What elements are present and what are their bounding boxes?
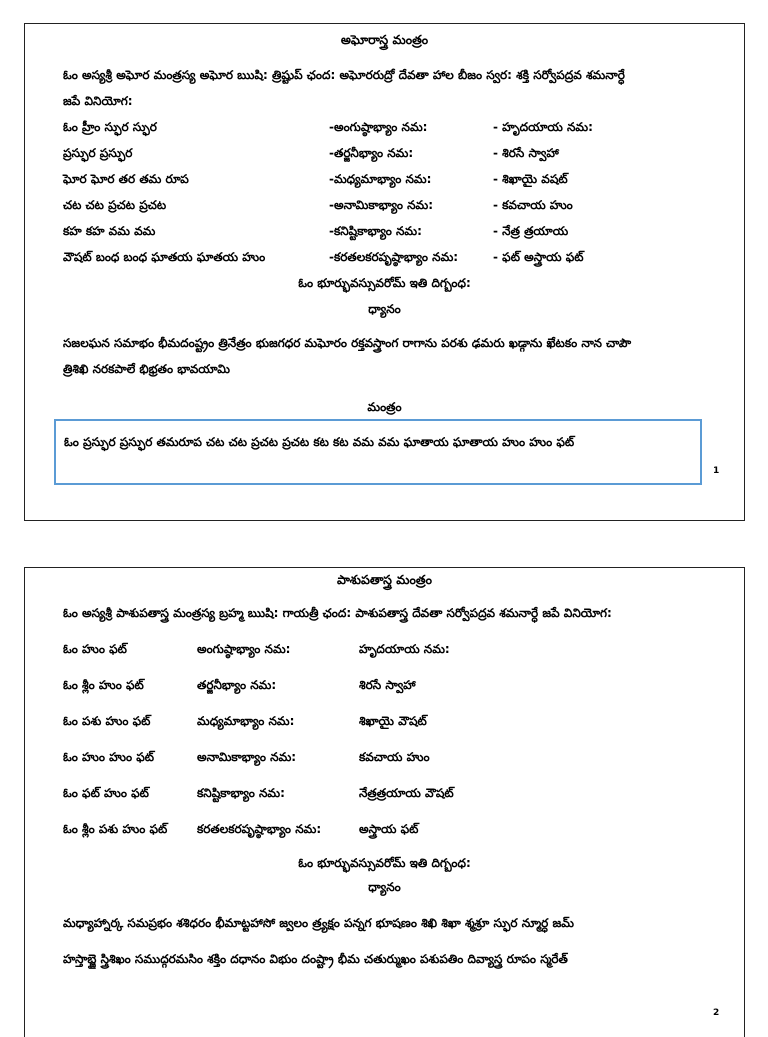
digbandha-line: ఓం భూర్భువస్సువరోమ్ ఇతి దిగ్బంధ:: [298, 276, 471, 290]
nyasa-mantra: ఘోర ఘోర తర తమ రూప: [63, 172, 189, 186]
mantra-heading: మంత్రం: [367, 400, 402, 414]
nyasa-karanyasa: -కనిష్టికాభ్యాం నమ:: [329, 224, 422, 238]
nyasa-karanyasa: అంగుష్ఠాభ్యాం నమ:: [197, 642, 291, 656]
nyasa-karanyasa: -అంగుష్ఠాభ్యాం నమ:: [329, 120, 428, 134]
dhyanam-line-1: సజలఘన సమాభం భీమదంష్ట్రం త్రినేత్రం భుజగధర మఘోరం రక్తవస్త్రాంగ రాగాను పరశు ఢమరు ఖడ్గాను ఖేటకం నాన చాపౌ: [63, 336, 632, 350]
viniyoga-line-1: ఓం అస్యశ్రీ అఘోర మంత్రస్య అఘోర ఋషి: త్రిష్టుప్ ఛంద: అఘోరరుద్రో దేవతా హాల బీజం స్వర: శక్తి సర్వోపద్రవ శమనార్ధే: [63, 68, 625, 82]
nyasa-anganyasa: నేత్రత్రయాయ వౌషట్: [359, 786, 454, 800]
page-title: అఘోరాస్త్ర మంత్రం: [340, 32, 429, 47]
nyasa-mantra: ఓం హుం ఫట్: [63, 642, 127, 656]
document-page-2: [24, 567, 745, 1037]
nyasa-anganyasa: హృదయాయ నమ:: [359, 642, 450, 656]
nyasa-karanyasa: కనిష్టికాభ్యాం నమ:: [197, 786, 285, 800]
nyasa-karanyasa: -అనామికాభ్యాం నమ:: [329, 198, 434, 212]
nyasa-mantra: ఓం శ్లీం హుం ఫట్: [63, 678, 144, 692]
dhyanam-line-2: హస్తాబ్జై స్త్రిశిఖం సముద్గరమసిం శక్తిం దధానం విభుం దంష్ట్రా భీమ చతుర్ముఖం పశుపతిం దివ్యాస్త్ర రూపం స్మరేత్: [63, 952, 568, 966]
nyasa-anganyasa: శిఖాయై వౌషట్: [359, 714, 427, 728]
dhyanam-heading: ధ్యానం: [368, 302, 401, 316]
document-page-1: [24, 23, 745, 521]
nyasa-karanyasa: అనామికాభ్యాం నమ:: [197, 750, 297, 764]
nyasa-anganyasa: - హృదయాయ నమ:: [493, 120, 593, 134]
nyasa-mantra: ఓం శ్లీం పశు హుం ఫట్: [63, 822, 168, 836]
nyasa-mantra: చట చట ప్రచట ప్రచట: [63, 198, 167, 212]
page-number: 1: [713, 466, 720, 476]
nyasa-anganyasa: - శిరసే స్వాహా: [493, 146, 559, 160]
dhyanam-heading: ధ్యానం: [368, 880, 401, 894]
nyasa-anganyasa: శిరసే స్వాహా: [359, 678, 416, 692]
nyasa-karanyasa: -మధ్యమాభ్యాం నమ:: [329, 172, 432, 186]
viniyoga-line-1: ఓం అస్యశ్రీ పాశుపతాస్త్ర మంత్రస్య బ్రహ్మ ఋషి: గాయత్రీ ఛంద: పాశుపతాస్త్ర దేవతా సర్వోపద్రవ శమనార్ధే జపే వినియోగ:: [63, 606, 612, 620]
nyasa-anganyasa: - ఫట్ అస్త్రాయ ఫట్: [493, 250, 584, 264]
viniyoga-line-2: జపే వినియోగ:: [63, 94, 133, 108]
dhyanam-line-1: మధ్యాహ్నార్క సమప్రభం శశిధరం భీమాట్టహాసో జ్వలం త్ర్యక్షం పన్నగ భూషణం శిఖి శిఖా శ్మశ్రూ స్ఫుర న్మూర్ధ జమ్: [63, 916, 574, 930]
nyasa-mantra: ఓం పశు హుం ఫట్: [63, 714, 151, 728]
nyasa-anganyasa: అస్త్రాయ ఫట్: [359, 822, 419, 836]
nyasa-karanyasa: -తర్జనీభ్యాం నమ:: [329, 146, 414, 160]
nyasa-mantra: ఓం హ్రీం స్ఫుర స్ఫుర: [63, 120, 157, 134]
nyasa-mantra: ప్రస్ఫుర ప్రస్ఫుర: [63, 146, 133, 160]
nyasa-anganyasa: - శిఖాయై వషట్: [493, 172, 568, 186]
nyasa-anganyasa: - నేత్ర త్రయాయ: [493, 224, 569, 238]
nyasa-karanyasa: కరతలకరపృష్ఠాభ్యాం నమ:: [197, 822, 322, 836]
mantra-text-box: [54, 419, 702, 485]
nyasa-karanyasa: మధ్యమాభ్యాం నమ:: [197, 714, 295, 728]
nyasa-mantra: వౌషట్ బంధ బంధ ఘాతయ ఘాతయ హుం: [63, 250, 266, 264]
nyasa-mantra: కహ కహ వమ వమ: [63, 224, 156, 238]
nyasa-mantra: ఓం ఫట్ హుం ఫట్: [63, 786, 149, 800]
mantra-text: ఓం ప్రస్ఫుర ప్రస్ఫుర తమరూప చట చట ప్రచట ప్రచట కట కట వమ వమ ఘాతాయ ఘాతాయ హుం హుం ఫట్: [64, 435, 575, 449]
nyasa-karanyasa: -కరతలకరపృష్ఠాభ్యాం నమ:: [329, 250, 459, 264]
nyasa-anganyasa: కవచాయ హుం: [359, 750, 430, 764]
page-number: 2: [713, 1008, 720, 1018]
nyasa-anganyasa: - కవచాయ హుం: [493, 198, 573, 212]
page-title: పాశుపతాస్త్ర మంత్రం: [337, 572, 432, 587]
dhyanam-line-2: త్రిశిఖి నరకపాలే భిభ్రతం భావయామి: [63, 362, 230, 376]
nyasa-mantra: ఓం హుం హుం ఫట్: [63, 750, 155, 764]
digbandha-line: ఓం భూర్భువస్సువరోమ్ ఇతి దిగ్బంధ:: [298, 856, 471, 870]
nyasa-karanyasa: తర్జనీభ్యాం నమ:: [197, 678, 277, 692]
